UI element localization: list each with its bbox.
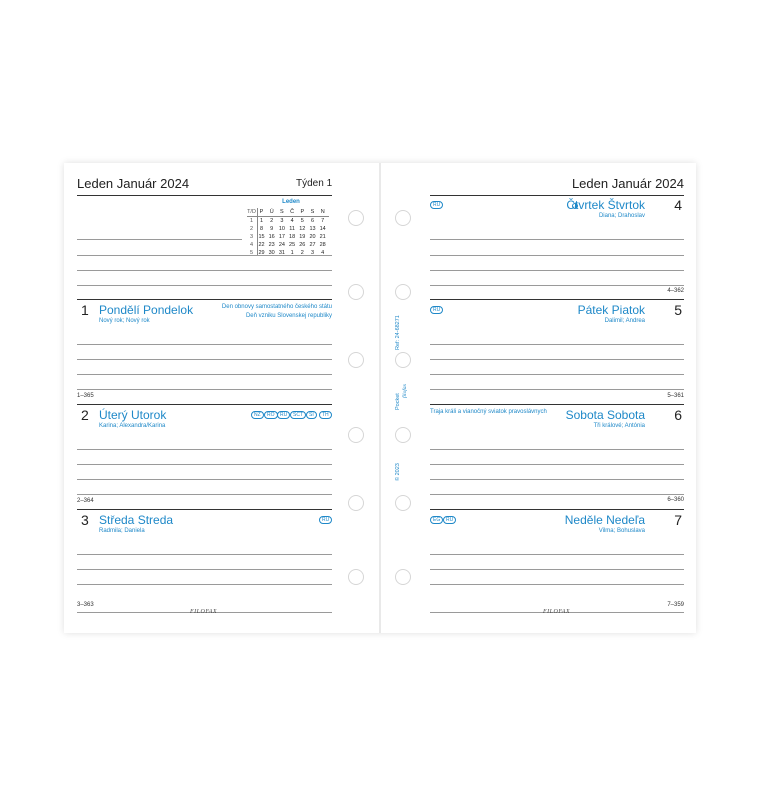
note-line <box>430 255 684 256</box>
day-rule <box>77 509 332 510</box>
mini-calendar-title: Leden <box>282 199 300 205</box>
calendar-date: 12 <box>299 226 306 232</box>
day-rule <box>430 509 684 510</box>
calendar-date: 18 <box>289 234 296 240</box>
calendar-weekday-header: P <box>300 209 305 215</box>
note-line <box>430 285 684 286</box>
note-line <box>77 569 332 570</box>
calendar-date: 13 <box>309 226 316 232</box>
calendar-date: 31 <box>278 250 285 256</box>
day-number: 1 <box>81 302 89 318</box>
country-badge: EG <box>430 516 443 524</box>
note-line <box>430 389 684 390</box>
day-number: 4 <box>674 197 682 213</box>
country-badge: SI <box>306 411 317 419</box>
note-line <box>430 584 684 585</box>
binder-hole <box>348 569 364 585</box>
calendar-date: 8 <box>259 226 264 232</box>
binder-hole <box>348 495 364 511</box>
left-page <box>64 163 379 633</box>
binder-hole <box>395 284 411 300</box>
day-count: 2–364 <box>77 498 94 504</box>
binder-hole <box>348 210 364 226</box>
calendar-date: 25 <box>289 242 296 248</box>
day-name: Neděle Nedeľa <box>564 513 645 527</box>
country-badge: RU <box>443 516 456 524</box>
calendar-week-number: 1 <box>249 218 254 224</box>
note-line <box>430 344 684 345</box>
calendar-date: 21 <box>319 234 326 240</box>
calendar-weekday-header: S <box>280 209 284 215</box>
calendar-week-number: 4 <box>249 242 254 248</box>
day-rule <box>77 299 332 300</box>
note-line <box>77 270 332 271</box>
calendar-date: 17 <box>278 234 285 240</box>
country-badge: NZ <box>251 411 264 419</box>
calendar-week-number: 3 <box>249 234 254 240</box>
reference-code: Ref: 24-68271 <box>395 315 401 350</box>
name-days: Radmila; Daniela <box>99 528 145 534</box>
pocket-label: Pocket <box>395 393 401 410</box>
week-label: Týden 1 <box>296 178 333 189</box>
note-line <box>77 359 332 360</box>
binder-hole <box>348 427 364 443</box>
day-count: 5–361 <box>667 393 684 399</box>
calendar-date: 28 <box>319 242 326 248</box>
calendar-date: 29 <box>258 250 265 256</box>
name-days: Diana; Drahoslav <box>598 213 645 219</box>
note-line <box>77 464 332 465</box>
header-rule <box>77 195 332 196</box>
note-line <box>77 554 332 555</box>
note-line <box>430 374 684 375</box>
day-count: 4–362 <box>667 288 684 294</box>
note-line <box>430 359 684 360</box>
note-line <box>77 584 332 585</box>
calendar-date: 3 <box>310 250 315 256</box>
calendar-date: 20 <box>309 234 316 240</box>
day-name: Čtvrtek Štvrtok <box>566 198 645 212</box>
calendar-date: 2 <box>270 218 274 224</box>
calendar-date: 14 <box>319 226 326 232</box>
name-days: Nový rok; Nový rok <box>99 318 150 324</box>
calendar-date: 26 <box>299 242 306 248</box>
binder-hole <box>395 210 411 226</box>
calendar-date: 7 <box>321 218 325 224</box>
calendar-date: 9 <box>270 226 274 232</box>
note-line <box>77 374 332 375</box>
calendar-date: 4 <box>321 250 325 256</box>
day-name: Sobota Sobota <box>565 408 645 422</box>
left-page-title: Leden Január 2024 <box>77 176 190 191</box>
note-line <box>430 464 684 465</box>
calendar-divider <box>247 216 329 217</box>
filofax-logo: FILOFAX <box>190 609 218 615</box>
day-count: 1–365 <box>77 393 94 399</box>
day-number: 5 <box>674 302 682 318</box>
day-number: 6 <box>674 407 682 423</box>
right-page <box>381 163 696 633</box>
country-badge: RU <box>277 411 290 419</box>
country-badge: TH <box>319 411 332 419</box>
calendar-date: 19 <box>299 234 306 240</box>
day-number: 7 <box>674 512 682 528</box>
calendar-week-number: 2 <box>249 226 254 232</box>
binder-hole <box>395 569 411 585</box>
calendar-date: 27 <box>309 242 316 248</box>
note-line <box>430 554 684 555</box>
calendar-date: 1 <box>290 250 294 256</box>
calendar-date: 3 <box>280 218 284 224</box>
calendar-date: 2 <box>300 250 304 256</box>
country-badge: SCT <box>290 411 306 419</box>
name-days: Vilma; Bohuslava <box>598 528 645 534</box>
day-name: Středa Streda <box>99 513 174 527</box>
copyright: © 2023 <box>395 463 401 481</box>
note-line <box>77 479 332 480</box>
note-line <box>77 239 242 240</box>
name-days: Dalimil; Andrea <box>604 318 645 324</box>
calendar-date: 5 <box>300 218 304 224</box>
country-badge: RO <box>264 411 278 419</box>
calendar-date: 1 <box>259 218 264 224</box>
calendar-week-header: T/D <box>247 209 256 215</box>
holiday-note: Traja králi a vianočný sviatok pravoslávnych <box>430 409 547 415</box>
note-line <box>430 479 684 480</box>
gutter-filofax-logo: filofax <box>402 383 408 398</box>
calendar-date: 4 <box>290 218 294 224</box>
binder-hole <box>395 352 411 368</box>
right-page-title: Leden Január 2024 <box>571 176 684 191</box>
country-badge: RU <box>430 306 443 314</box>
day-count: 3–363 <box>77 602 94 608</box>
note-line <box>430 569 684 570</box>
calendar-date: 22 <box>258 242 265 248</box>
diary-spread <box>64 163 696 633</box>
holiday-cz: Den obnovy samostatného českého státu <box>221 304 332 310</box>
calendar-date: 11 <box>289 226 295 232</box>
note-line <box>77 494 332 495</box>
holiday-sk: Deň vzniku Slovenskej republiky <box>245 313 332 319</box>
note-line <box>77 344 332 345</box>
day-rule <box>430 299 684 300</box>
calendar-weekday-header: Č <box>290 209 295 215</box>
day-name: Pátek Piatok <box>577 303 645 317</box>
day-name: Úterý Utorok <box>99 408 167 422</box>
country-badge: RU <box>319 516 332 524</box>
calendar-date: 16 <box>268 234 275 240</box>
note-line <box>430 449 684 450</box>
name-days: Karina; Alexandra/Karina <box>99 423 166 429</box>
note-line <box>430 239 684 240</box>
calendar-weekday-header: P <box>259 209 264 215</box>
day-number: 3 <box>81 512 89 528</box>
calendar-date: 6 <box>310 218 315 224</box>
note-line <box>77 255 332 256</box>
day-name: Pondělí Pondelok <box>99 303 194 317</box>
calendar-weekday-header: N <box>320 209 325 215</box>
calendar-date: 10 <box>278 226 285 232</box>
header-rule <box>430 195 684 196</box>
binder-hole <box>348 352 364 368</box>
day-count: 6–360 <box>667 497 684 503</box>
note-line <box>77 389 332 390</box>
day-count: 7–359 <box>667 602 684 608</box>
day-number: 2 <box>81 407 89 423</box>
calendar-date: 24 <box>278 242 285 248</box>
note-line <box>77 449 332 450</box>
calendar-date: 30 <box>268 250 275 256</box>
day-rule <box>430 404 684 405</box>
calendar-weekday-header: S <box>310 209 315 215</box>
note-line <box>430 270 684 271</box>
binder-hole <box>395 495 411 511</box>
filofax-logo: FILOFAX <box>543 609 571 615</box>
binder-hole <box>395 427 411 443</box>
note-line <box>430 494 684 495</box>
binder-hole <box>348 284 364 300</box>
calendar-date: 23 <box>268 242 275 248</box>
calendar-date: 15 <box>258 234 265 240</box>
country-badge: RU <box>430 201 443 209</box>
day-rule <box>77 404 332 405</box>
note-line <box>77 285 332 286</box>
calendar-week-number: 5 <box>249 250 254 256</box>
calendar-weekday-header: Ú <box>269 209 274 215</box>
name-days: Tři králové; Antónia <box>593 423 645 429</box>
